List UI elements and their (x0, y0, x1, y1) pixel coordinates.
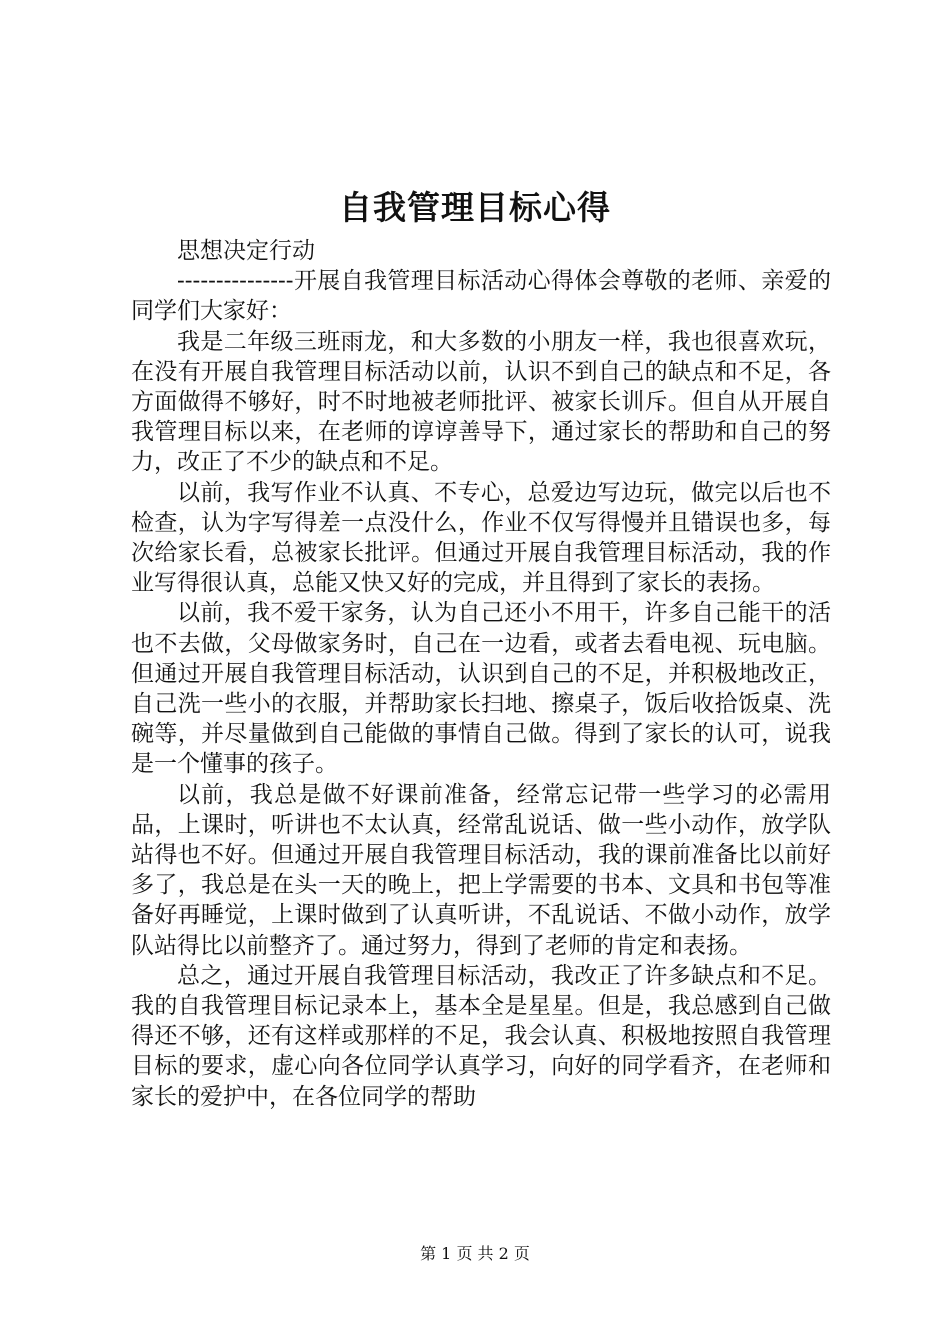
paragraph-subtitle: 思想决定行动 (177, 238, 315, 264)
paragraph-greeting: ---------------开展自我管理目标活动心得体会尊敬的老师、亲爱的同学们大家好： (131, 268, 831, 325)
paragraph-summary: 总之，通过开展自我管理目标活动，我改正了许多缺点和不足。我的自我管理目标记录本上，基本全是星星。但是，我总感到自己做得还不够，还有这样或那样的不足，我会认真、积极地按照自我管理目标的要求，虚心向各位同学认真学习，向好的同学看齐，在老师和家长的爱护中，在各位同学的帮助 (131, 962, 831, 1110)
document-body (131, 236, 831, 1112)
document-title: 自我管理目标心得 (339, 188, 611, 227)
paragraph-housework: 以前，我不爱干家务，认为自己还小不用干，许多自己能干的活也不去做，父母做家务时，自己在一边看，或者去看电视、玩电脑。但通过开展自我管理目标活动，认识到自己的不足，并积极地改正，自己洗一些小的衣服，并帮助家长扫地、擦桌子，饭后收拾饭桌、洗碗等，并尽量做到自己能做的事情自己做。得到了家长的认可，说我是一个懂事的孩子。 (131, 600, 831, 778)
paragraph-class-prep: 以前，我总是做不好课前准备，经常忘记带一些学习的必需用品，上课时，听讲也不太认真，经常乱说话、做一些小动作，放学队站得也不好。但通过开展自我管理目标活动，我的课前准备比以前好多了，我总是在头一天的晚上，把上学需要的书本、文具和书包等准备好再睡觉，上课时做到了认真听讲，不乱说话、不做小动作，放学队站得比以前整齐了。通过努力，得到了老师的肯定和表扬。 (131, 781, 831, 959)
page-footer: 第 1 页 共 2 页 (420, 1244, 530, 1263)
paragraph-intro: 我是二年级三班雨龙，和大多数的小朋友一样，我也很喜欢玩，在没有开展自我管理目标活动以前，认识不到自己的缺点和不足，各方面做得不够好，时不时地被老师批评、被家长训斥。但自从开展自我管理目标以来，在老师的谆谆善导下，通过家长的帮助和自己的努力，改正了不少的缺点和不足。 (131, 328, 831, 476)
paragraph-homework: 以前，我写作业不认真、不专心，总爱边写边玩，做完以后也不检查，认为字写得差一点没什么，作业不仅写得慢并且错误也多，每次给家长看，总被家长批评。但通过开展自我管理目标活动，我的作业写得很认真，总能又快又好的完成，并且得到了家长的表扬。 (131, 479, 831, 597)
